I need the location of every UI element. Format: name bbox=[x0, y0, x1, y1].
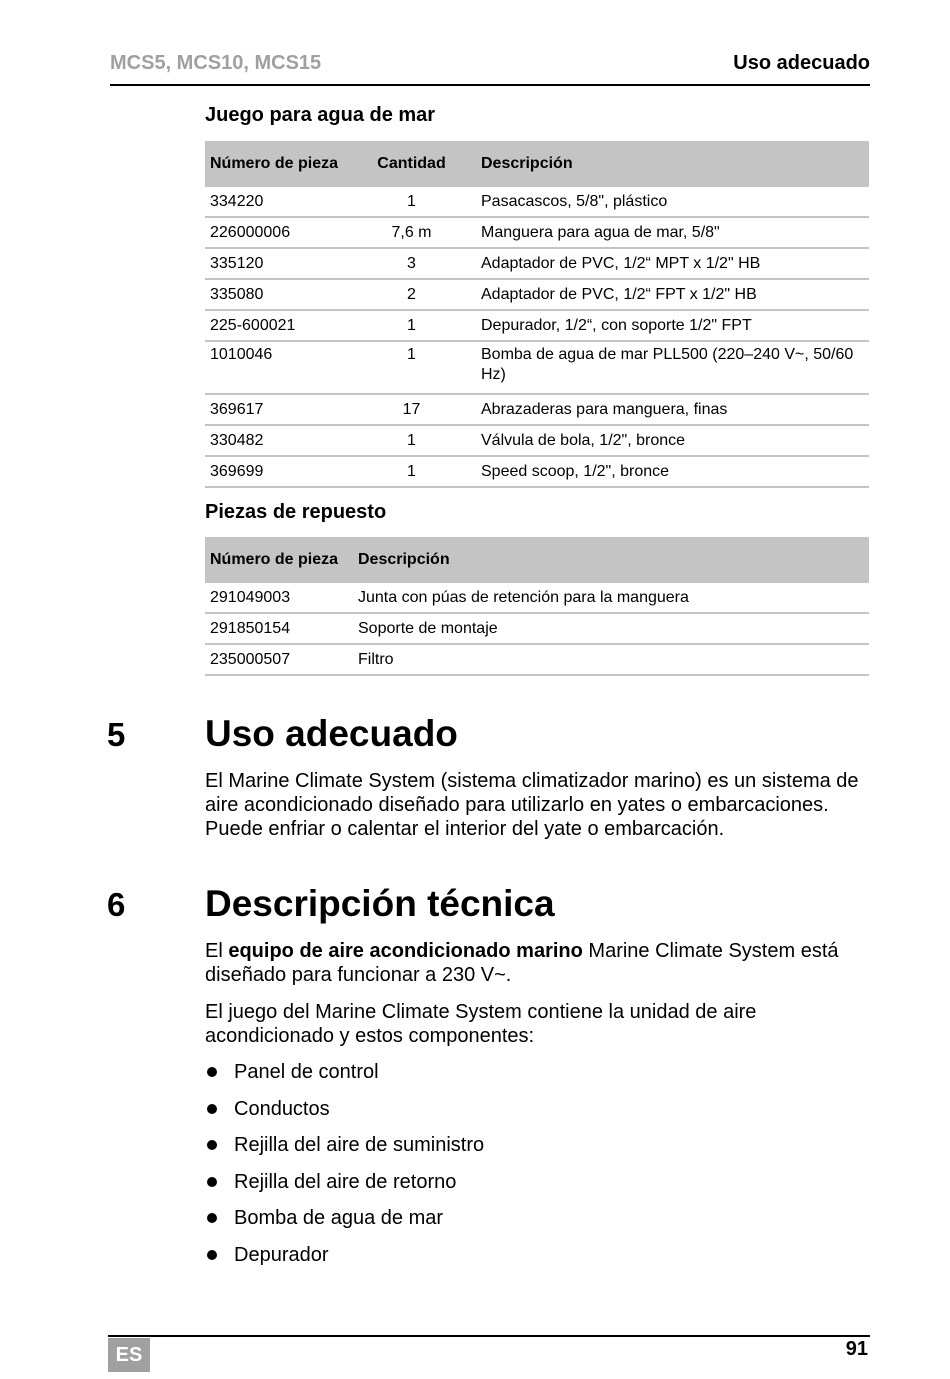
chapter-number: 6 bbox=[107, 886, 126, 923]
quantity: 3 bbox=[347, 248, 476, 279]
quantity: 1 bbox=[347, 456, 476, 487]
description: Speed scoop, 1/2", bronce bbox=[476, 456, 869, 487]
column-header: Número de pieza bbox=[205, 141, 347, 187]
part-number: 1010046 bbox=[205, 341, 347, 394]
page-header bbox=[110, 50, 870, 86]
seawater-kit-heading: Juego para agua de mar bbox=[205, 104, 436, 126]
list-item bbox=[205, 1241, 484, 1278]
column-header: Descripción bbox=[353, 537, 869, 583]
list-item bbox=[205, 1204, 484, 1241]
list-item bbox=[205, 1095, 484, 1132]
part-number: 291049003 bbox=[205, 583, 353, 613]
table-row bbox=[205, 248, 869, 279]
list-item bbox=[205, 1131, 484, 1168]
part-number: 334220 bbox=[205, 187, 347, 217]
description: Junta con púas de retención para la manguera bbox=[353, 583, 869, 613]
part-number: 369699 bbox=[205, 456, 347, 487]
footer-divider bbox=[108, 1335, 870, 1337]
list-item-label: Panel de control bbox=[234, 1061, 379, 1083]
bullet-icon bbox=[207, 1177, 217, 1187]
description: Filtro bbox=[353, 644, 869, 675]
part-number: 225-600021 bbox=[205, 310, 347, 341]
column-header: Cantidad bbox=[347, 141, 476, 187]
quantity: 1 bbox=[347, 341, 476, 394]
part-number: 330482 bbox=[205, 425, 347, 456]
quantity: 7,6 m bbox=[347, 217, 476, 248]
quantity: 2 bbox=[347, 279, 476, 310]
table-row bbox=[205, 341, 869, 394]
table-row bbox=[205, 644, 869, 675]
list-item-label: Rejilla del aire de suministro bbox=[234, 1134, 485, 1156]
table-row bbox=[205, 394, 869, 425]
table-row bbox=[205, 279, 869, 310]
column-header: Número de pieza bbox=[205, 537, 353, 583]
chapter-number: 5 bbox=[107, 716, 126, 753]
part-number: 226000006 bbox=[205, 217, 347, 248]
list-item-label: Conductos bbox=[234, 1097, 330, 1120]
table-row bbox=[205, 425, 869, 456]
table-row bbox=[205, 217, 869, 248]
table-header-row bbox=[205, 141, 869, 187]
description: Bomba de agua de mar PLL500 (220–240 V~, 50/60 Hz) bbox=[476, 341, 869, 394]
part-number: 369617 bbox=[205, 394, 347, 425]
spare-parts-table bbox=[205, 537, 869, 676]
table-row bbox=[205, 583, 869, 613]
bullet-icon bbox=[207, 1140, 217, 1150]
part-number: 235000507 bbox=[205, 644, 353, 675]
chapter-paragraph bbox=[205, 939, 875, 987]
list-item bbox=[205, 1168, 484, 1205]
description: Adaptador de PVC, 1/2“ FPT x 1/2" HB bbox=[476, 279, 869, 310]
chapter-title: Descripción técnica bbox=[205, 883, 555, 924]
table-row bbox=[205, 613, 869, 644]
model-names: MCS5, MCS10, MCS15 bbox=[110, 52, 322, 74]
seawater-kit-table bbox=[205, 141, 869, 488]
paragraph-text: El bbox=[205, 940, 229, 962]
list-item-label: Rejilla del aire de retorno bbox=[234, 1170, 457, 1193]
paragraph-text: Marine Climate System está diseñado para funcionar a 230 V~. bbox=[205, 940, 839, 986]
page-number: 91 bbox=[845, 1338, 868, 1360]
description: Soporte de montaje bbox=[353, 613, 869, 644]
spare-parts-heading: Piezas de repuesto bbox=[205, 501, 387, 523]
table-row bbox=[205, 187, 869, 217]
table-row bbox=[205, 310, 869, 341]
paragraph-emphasis: equipo de aire acondicionado marino bbox=[228, 940, 583, 962]
part-number: 291850154 bbox=[205, 613, 353, 644]
quantity: 17 bbox=[347, 394, 476, 425]
chapter-paragraph: El juego del Marine Climate System contiene la unidad de aire acondicionado y estos componentes: bbox=[205, 1001, 757, 1047]
chapter-paragraph: El Marine Climate System (sistema climatizador marino) es un sistema de aire acondicionado diseñado para utilizarlo en yates o embarcaciones. Puede enfriar o calentar el interior del yate o embarcación. bbox=[205, 770, 859, 840]
quantity: 1 bbox=[347, 187, 476, 217]
column-header: Descripción bbox=[476, 141, 869, 187]
part-number: 335120 bbox=[205, 248, 347, 279]
component-list bbox=[205, 1058, 484, 1277]
bullet-icon bbox=[207, 1250, 217, 1260]
description: Depurador, 1/2“, con soporte 1/2" FPT bbox=[476, 310, 869, 341]
language-badge: ES bbox=[108, 1338, 150, 1372]
quantity: 1 bbox=[347, 310, 476, 341]
table-header-row bbox=[205, 537, 869, 583]
chapter-title: Uso adecuado bbox=[205, 713, 458, 754]
bullet-icon bbox=[207, 1067, 217, 1077]
bullet-icon bbox=[207, 1104, 217, 1114]
description: Manguera para agua de mar, 5/8" bbox=[476, 217, 869, 248]
part-number: 335080 bbox=[205, 279, 347, 310]
quantity: 1 bbox=[347, 425, 476, 456]
table-row bbox=[205, 456, 869, 487]
description: Abrazaderas para manguera, finas bbox=[476, 394, 869, 425]
description: Adaptador de PVC, 1/2“ MPT x 1/2" HB bbox=[476, 248, 869, 279]
list-item-label: Bomba de agua de mar bbox=[234, 1207, 444, 1229]
bullet-icon bbox=[207, 1213, 217, 1223]
header-section-title: Uso adecuado bbox=[733, 52, 870, 74]
list-item bbox=[205, 1058, 484, 1095]
description: Válvula de bola, 1/2", bronce bbox=[476, 425, 869, 456]
list-item-label: Depurador bbox=[234, 1243, 329, 1266]
description: Pasacascos, 5/8", plástico bbox=[476, 187, 869, 217]
